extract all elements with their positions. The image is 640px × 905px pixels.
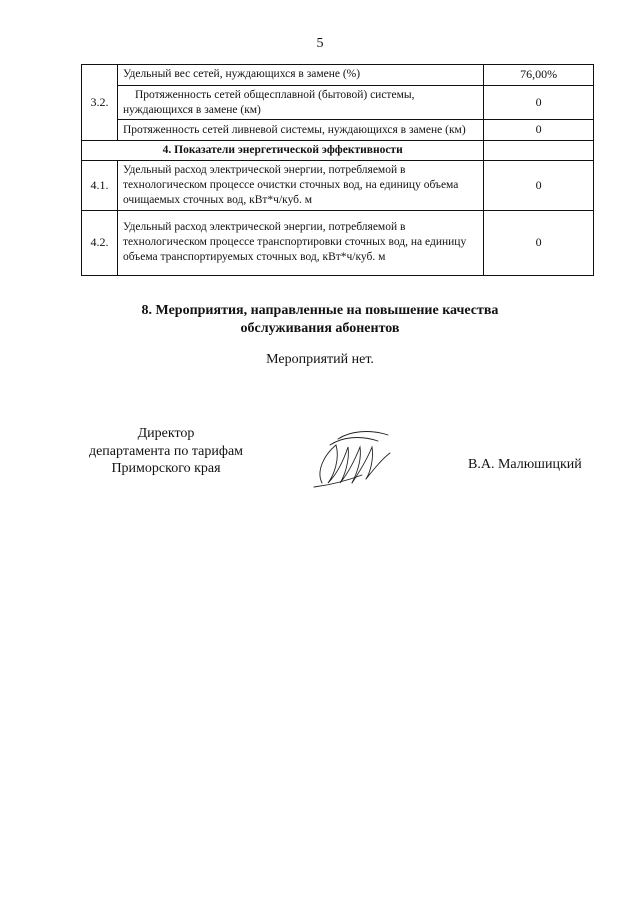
row-description: Протяженность сетей ливневой системы, нуждающихся в замене (км) xyxy=(117,120,483,141)
signer-title-line: департамента по тарифам xyxy=(88,443,244,459)
row-description: Удельный расход электрической энергии, потребляемой в технологическом процессе очистки сточных вод, на единицу объема очищаемых сточных вод, кВт*ч/куб. м xyxy=(117,161,483,211)
heading-line: обслуживания абонентов xyxy=(240,321,400,337)
table-section-row xyxy=(82,141,594,161)
signer-title-line: Директор xyxy=(137,426,195,441)
signer-title xyxy=(76,425,256,478)
page-number: 5 xyxy=(316,36,324,51)
table-row xyxy=(82,210,594,275)
row-number: 4.1. xyxy=(82,161,118,211)
section-empty-cell xyxy=(484,141,594,161)
row-number: 3.2. xyxy=(82,65,118,141)
row-description: Удельный расход электрической энергии, потребляемой в технологическом процессе транспортировки сточных вод, на единицу объема транспортируемых сточных вод, кВт*ч/куб. м xyxy=(117,210,483,275)
signer-name: В.А. Малюшицкий xyxy=(468,457,582,472)
row-description: Протяженность сетей общесплавной (бытовой) системы, нуждающихся в замене (км) xyxy=(117,85,483,120)
row-description: Удельный вес сетей, нуждающихся в замене (%) xyxy=(117,65,483,86)
table-row xyxy=(82,120,594,141)
no-measures-note: Мероприятий нет. xyxy=(266,352,374,367)
heading-line: 8. Мероприятия, направленные на повышение качества xyxy=(141,303,499,318)
row-value: 0 xyxy=(484,120,594,141)
table-row xyxy=(82,161,594,211)
indicators-table xyxy=(81,64,594,276)
row-value: 0 xyxy=(484,161,594,211)
table-row xyxy=(82,85,594,120)
handwritten-signature xyxy=(300,425,400,495)
row-value: 76,00% xyxy=(484,65,594,86)
section-heading: 4. Показатели энергетической эффективности xyxy=(82,141,484,161)
signer-title-line: Приморского края xyxy=(111,461,221,476)
section-8-heading xyxy=(0,302,640,338)
row-value: 0 xyxy=(484,85,594,120)
table-row xyxy=(82,65,594,86)
row-value: 0 xyxy=(484,210,594,275)
row-number: 4.2. xyxy=(82,210,118,275)
